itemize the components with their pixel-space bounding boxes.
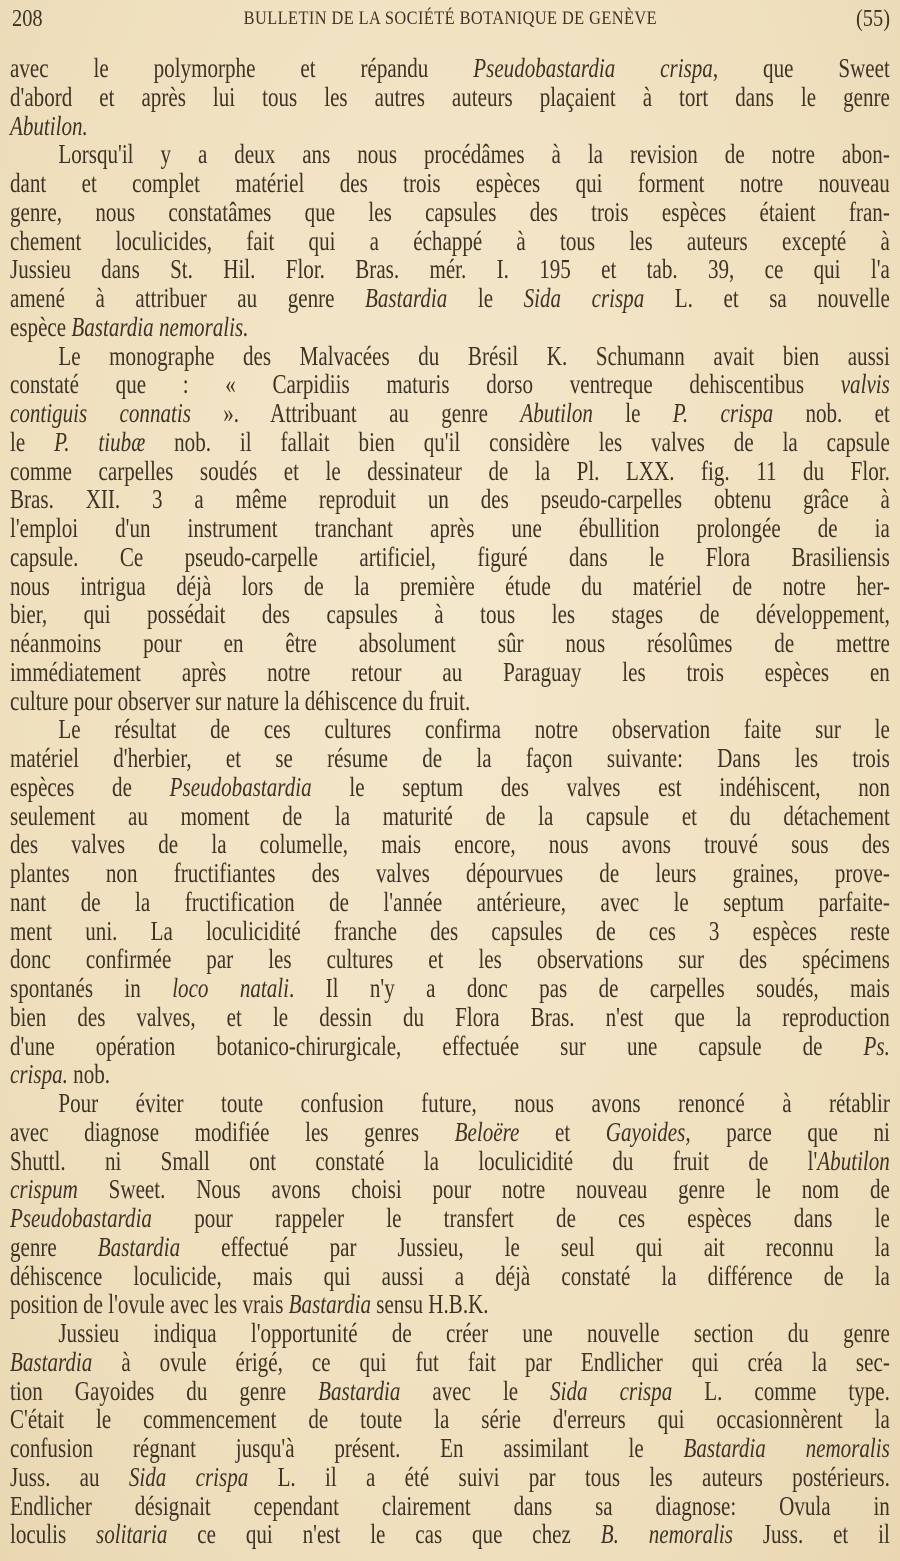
italic-taxon: Sida crispa	[550, 1375, 673, 1406]
paragraph-first-line	[10, 140, 890, 169]
text-segment: L. et sa nouvelle	[644, 283, 890, 313]
text-segment: L. comme type.	[672, 1375, 890, 1406]
text-line	[10, 457, 890, 486]
text-line	[10, 198, 890, 227]
italic-taxon: Sida crispa	[128, 1461, 249, 1492]
body-text	[10, 54, 890, 1549]
text-segment: ce qui n'est le cas que chez	[167, 1519, 601, 1550]
italic-taxon: Abutilon	[817, 1145, 890, 1176]
text-line	[10, 543, 890, 572]
text-line	[10, 1434, 890, 1463]
text-segment: effectué par Jussieu, le seul qui ait reconnu la	[180, 1231, 890, 1262]
text-line	[10, 658, 890, 687]
italic-taxon: crispum	[10, 1174, 78, 1205]
text-segment: constaté que : « Carpidiis maturis dorso ventreque dehiscentibus	[10, 369, 841, 400]
text-segment: le	[592, 398, 673, 428]
text-line	[10, 974, 890, 1003]
text-segment: sensu H.B.K.	[370, 1289, 489, 1320]
italic-taxon: solitaria	[96, 1519, 168, 1550]
text-segment: bien des valves, et le dessin du Flora Bras. n'est que la reproduction	[10, 1001, 890, 1032]
text-line	[10, 83, 890, 112]
text-segment: à ovule érigé, ce qui fut fait par Endlicher qui créa la sec-	[92, 1346, 890, 1377]
text-line	[10, 945, 890, 974]
text-line	[10, 1032, 890, 1061]
text-segment: confusion régnant jusqu'à présent. En assimilant le	[10, 1433, 684, 1463]
text-line	[10, 1147, 890, 1176]
text-line	[10, 802, 890, 831]
text-segment: capsule. Ce pseudo-carpelle artificiel, figuré dans le Flora Brasiliensis	[10, 541, 890, 572]
text-segment: nant de la fructification de l'année antérieure, avec le septum parfaite-	[10, 886, 890, 917]
text-segment: Juss. et il	[732, 1519, 890, 1550]
italic-taxon: Ps.	[863, 1030, 890, 1061]
text-segment: Lorsqu'il y a deux ans nous procédâmes à la revision de notre abon-	[58, 139, 890, 170]
text-line	[10, 284, 890, 313]
italic-taxon: Abutilon	[520, 398, 593, 428]
text-segment: d'abord et après lui tous les autres auteurs plaçaient à tort dans le genre	[10, 81, 890, 112]
text-segment: dant et complet matériel des trois espèces qui forment notre nouveau	[10, 168, 890, 198]
text-segment: tion Gayoides du genre	[10, 1375, 319, 1406]
text-line	[10, 917, 890, 946]
text-line	[10, 773, 890, 802]
italic-taxon: valvis	[840, 369, 890, 400]
text-segment: matériel d'herbier, et se résume de la façon suivante: Dans les trois	[10, 743, 890, 773]
running-title: BULLETIN DE LA SOCIÉTÉ BOTANIQUE DE GENÈVE	[243, 8, 657, 29]
text-line	[10, 1175, 890, 1204]
text-line	[10, 1003, 890, 1032]
text-segment: C'était le commencement de toute la série d'erreurs qui occasionnèrent la	[10, 1404, 890, 1435]
text-segment: nob.	[67, 1059, 111, 1090]
text-line	[10, 514, 890, 543]
text-segment: et	[519, 1116, 606, 1147]
italic-taxon: Abutilon.	[10, 110, 88, 141]
text-line	[10, 485, 890, 514]
text-segment: loculis	[10, 1519, 97, 1550]
text-segment: avec le polymorphe et répandu	[10, 53, 474, 83]
text-line	[10, 1290, 890, 1319]
text-segment: amené à attribuer au genre	[10, 283, 366, 313]
text-segment: Jussieu indiqua l'opportunité de créer une nouvelle section du genre	[58, 1318, 890, 1348]
text-segment: espèce	[10, 311, 72, 342]
text-line	[10, 1060, 890, 1089]
text-segment: spontanés in	[10, 973, 173, 1003]
paragraph-first-line	[10, 342, 890, 371]
text-segment: . Il n'y a donc pas de carpelles soudés, mais	[288, 973, 890, 1003]
text-segment: nob. il fallait bien qu'il considère les valves de la capsule	[145, 426, 890, 457]
text-segment: espèces de	[10, 771, 170, 802]
text-segment: Le monographe des Malvacées du Brésil K. Schumann avait bien aussi	[58, 340, 890, 371]
italic-taxon: contiguis connatis	[10, 398, 191, 428]
text-line	[10, 744, 890, 773]
text-segment: Bras. XII. 3 a même reproduit un des pseudo-carpelles obtenu grâce à	[10, 484, 890, 515]
text-segment: néanmoins pour en être absolument sûr nous résolûmes de mettre	[10, 628, 890, 658]
text-line	[10, 1520, 890, 1549]
text-line	[10, 112, 890, 141]
text-segment: Le résultat de ces cultures confirma notre observation faite sur le	[58, 714, 890, 745]
text-segment: Shuttl. ni Small ont constaté la loculicidité du fruit de l'	[10, 1145, 818, 1176]
paragraph-first-line	[10, 715, 890, 744]
text-line	[10, 1262, 890, 1291]
text-line	[10, 1204, 890, 1233]
italic-taxon: Gayoides,	[605, 1116, 691, 1147]
text-segment: genre	[10, 1231, 98, 1262]
text-segment: plantes non fructifiantes des valves dépourvues de leurs graines, prove-	[10, 858, 890, 888]
text-segment: Sweet. Nous avons choisi pour notre nouveau genre le nom de	[77, 1174, 890, 1205]
text-segment: d'une opération botanico-chirurgicale, effectuée sur une capsule de	[10, 1030, 864, 1061]
text-segment: seulement au moment de la maturité de la capsule et du détachement	[10, 800, 890, 831]
italic-taxon: B. nemoralis	[600, 1519, 733, 1550]
text-line	[10, 830, 890, 859]
text-line	[10, 54, 890, 83]
italic-taxon: Bastardia	[10, 1346, 93, 1377]
text-segment: Juss. au	[10, 1461, 129, 1492]
italic-taxon: Bastardia	[288, 1289, 371, 1320]
text-segment: pour rappeler le transfert de ces espèces dans le	[151, 1203, 890, 1233]
text-line	[10, 1377, 890, 1406]
text-line	[10, 169, 890, 198]
text-segment: position de l'ovule avec les vrais	[10, 1289, 289, 1320]
text-segment: , que Sweet	[712, 53, 890, 83]
text-line	[10, 1463, 890, 1492]
paragraph-first-line	[10, 1319, 890, 1348]
text-segment: nous intrigua déjà lors de la première étude du matériel de notre her-	[10, 570, 890, 601]
italic-taxon: Bastardia	[365, 283, 448, 313]
text-segment: donc confirmée par les cultures et les observations sur des spécimens	[10, 944, 890, 975]
text-line	[10, 227, 890, 256]
text-segment: avec diagnose modifiée les genres	[10, 1116, 455, 1147]
paragraph-first-line	[10, 1089, 890, 1118]
text-segment: L. il a été suivi par tous les auteurs postérieurs.	[248, 1461, 890, 1492]
italic-taxon: Bastardia	[318, 1375, 401, 1406]
text-line	[10, 572, 890, 601]
text-segment: le	[10, 426, 55, 457]
text-segment: bier, qui possédait des capsules à tous les stages de développement,	[10, 599, 890, 630]
italic-taxon: Bastardia nemoralis	[683, 1433, 890, 1463]
text-segment: des valves de la columelle, mais encore, nous avons trouvé sous des	[10, 829, 890, 860]
text-line	[10, 1118, 890, 1147]
text-line	[10, 687, 890, 716]
text-line	[10, 313, 890, 342]
text-segment: Jussieu dans St. Hil. Flor. Bras. mér. I. 195 et tab. 39, ce qui l'a	[10, 254, 890, 285]
text-segment: déhiscence loculicide, mais qui aussi a déjà constaté la différence de la	[10, 1260, 890, 1291]
italic-taxon: Sida crispa	[523, 283, 645, 313]
italic-taxon: Pseudobastardia crispa	[473, 53, 713, 83]
text-segment: l'emploi d'un instrument tranchant après une ébullition prolongée de ia	[10, 513, 890, 543]
italic-taxon: loco natali	[172, 973, 289, 1003]
text-line	[10, 370, 890, 399]
text-segment: Pour éviter toute confusion future, nous avons renoncé à rétablir	[58, 1088, 890, 1118]
text-line	[10, 888, 890, 917]
italic-taxon: Pseudobastardia	[169, 771, 312, 802]
text-line	[10, 600, 890, 629]
text-segment: chement loculicides, fait qui a échappé à tous les auteurs excepté à	[10, 225, 890, 256]
italic-taxon: Beloëre	[454, 1116, 520, 1147]
text-line	[10, 1348, 890, 1377]
italic-taxon: P. tiubæ	[54, 426, 146, 457]
section-number: (55)	[856, 6, 890, 32]
text-segment: comme carpelles soudés et le dessinateur de la Pl. LXX. fig. 11 du Flor.	[10, 455, 890, 486]
italic-taxon: Bastardia nemoralis.	[71, 311, 249, 342]
text-segment: genre, nous constatâmes que les capsules des trois espèces étaient fran-	[10, 196, 890, 227]
text-segment: avec le	[400, 1375, 551, 1406]
text-segment: Endlicher désignait cependant clairement dans sa diagnose: Ovula in	[10, 1490, 890, 1521]
italic-taxon: P. crispa	[672, 398, 774, 428]
text-segment: ». Attribuant au genre	[190, 398, 521, 428]
text-line	[10, 1492, 890, 1521]
text-segment: parce que ni	[690, 1116, 890, 1147]
text-line	[10, 1233, 890, 1262]
italic-taxon: Pseudobastardia	[10, 1203, 152, 1233]
text-segment: culture pour observer sur nature la déhiscence du fruit.	[10, 685, 471, 716]
text-segment: le	[447, 283, 524, 313]
text-line	[10, 629, 890, 658]
running-header	[8, 2, 892, 36]
text-segment: immédiatement après notre retour au Paraguay les trois espèces en	[10, 656, 890, 687]
text-segment: le septum des valves est indéhiscent, non	[311, 771, 890, 802]
text-line	[10, 399, 890, 428]
text-segment: ment uni. La loculicidité franche des capsules de ces 3 espèces reste	[10, 915, 890, 946]
italic-taxon: Bastardia	[97, 1231, 181, 1262]
text-line	[10, 859, 890, 888]
italic-taxon: crispa.	[10, 1059, 68, 1090]
text-line	[10, 428, 890, 457]
text-line	[10, 255, 890, 284]
page-number: 208	[12, 6, 43, 32]
text-segment: nob. et	[773, 398, 890, 428]
text-line	[10, 1405, 890, 1434]
